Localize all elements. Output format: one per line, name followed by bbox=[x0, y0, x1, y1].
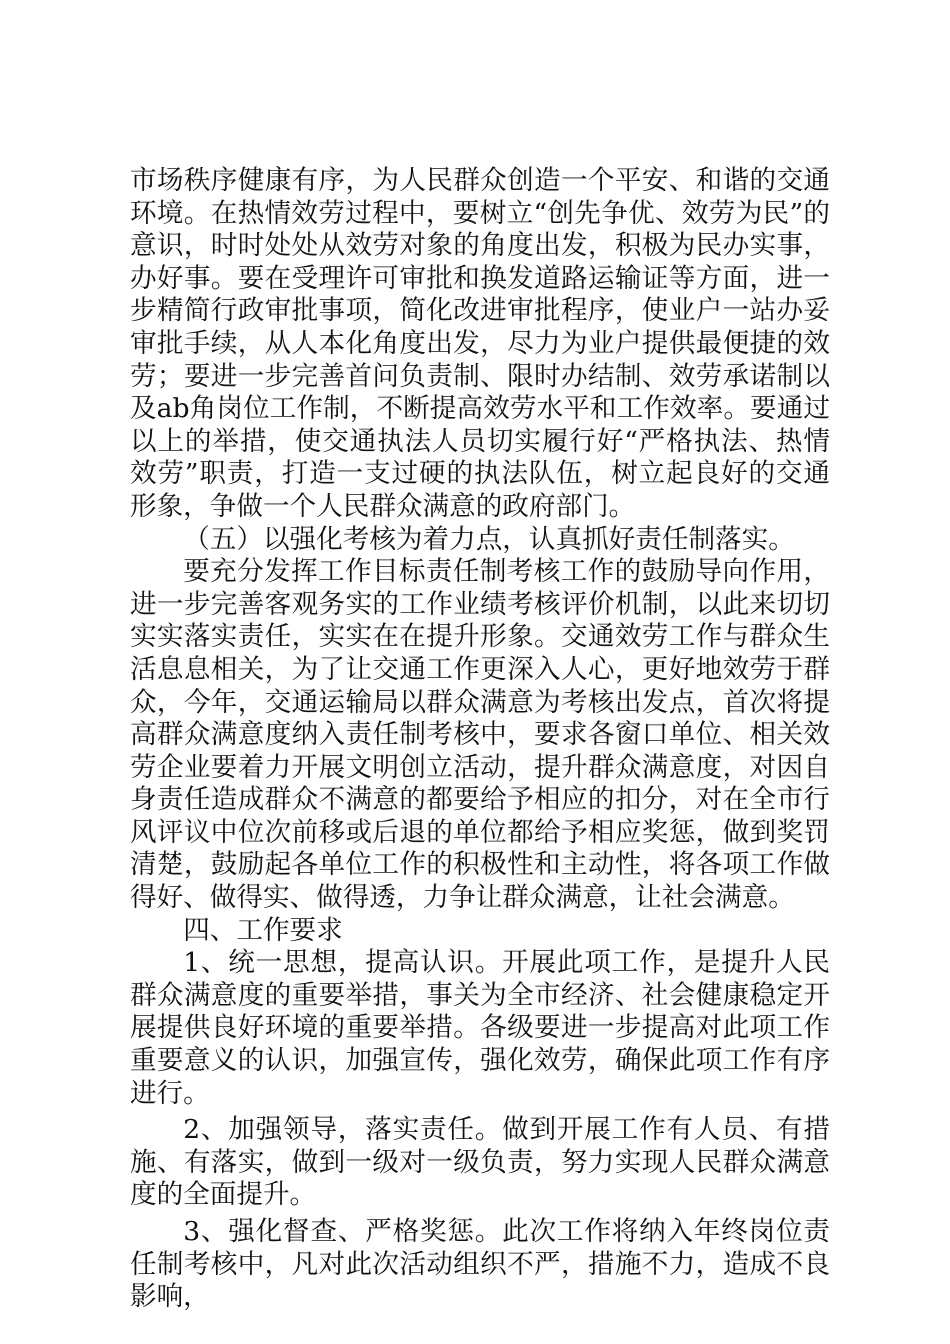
section-heading-requirements: 四、工作要求 bbox=[183, 914, 343, 946]
paragraph-assessment: 要充分发挥工作目标责任制考核工作的鼓励导向作用，进一步完善客观务实的工作业绩考核评价机制，以此来切切实实落实责任，实实在在提升形象。交通效劳工作与群众生活息息相关，为了让交通工作更深入人心，更好地效劳于群众，今年，交通运输局以群众满意为考核出发点，首次将提高群众满意度纳入责任制考核中，要求各窗口单位、相关效劳企业要着力开展文明创立活动，提升群众满意度，对因自身责任造成群众不满意的都要给予相应的扣分，对在全市行风评议中位次前移或后退的单位都给予相应奖惩，做到奖罚清楚，鼓励起各单位工作的积极性和主动性，将各项工作做得好、做得实、做得透，力争让群众满意，让社会满意。 bbox=[130, 556, 830, 914]
requirement-item-3: 3、强化督查、严格奖惩。此次工作将纳入年终岗位责任制考核中，凡对此次活动组织不严，措施不力，造成不良影响， bbox=[130, 1216, 830, 1313]
requirement-item-1: 1、统一思想，提高认识。开展此项工作，是提升人民群众满意度的重要举措，事关为全市经济、社会健康稳定开展提供良好环境的重要举措。各级要进一步提高对此项工作重要意义的认识，加强宣传，强化效劳，确保此项工作有序进行。 bbox=[130, 947, 830, 1109]
paragraph-continuation: 市场秩序健康有序，为人民群众创造一个平安、和谐的交通环境。在热情效劳过程中，要树立“创先争优、效劳为民”的意识，时时处处从效劳对象的角度出发，积极为民办实事，办好事。要在受理许可审批和换发道路运输证等方面，进一步精简行政审批事项，简化改进审批程序，使业户一站办妥审批手续，从人本化角度出发，尽力为业户提供最便捷的效劳；要进一步完善首问负责制、限时办结制、效劳承诺制以及ab角岗位工作制，不断提高效劳水平和工作效率。要通过以上的举措，使交通执法人员切实履行好“严格执法、热情效劳”职责，打造一支过硬的执法队伍，树立起良好的交通形象，争做一个人民群众满意的政府部门。 bbox=[130, 165, 830, 522]
section-heading-five: （五）以强化考核为着力点，认真抓好责任制落实。 bbox=[183, 523, 795, 555]
document-page bbox=[130, 165, 830, 1314]
requirement-item-2: 2、加强领导，落实责任。做到开展工作有人员、有措施、有落实，做到一级对一级负责，努力实现人民群众满意度的全面提升。 bbox=[130, 1114, 830, 1211]
